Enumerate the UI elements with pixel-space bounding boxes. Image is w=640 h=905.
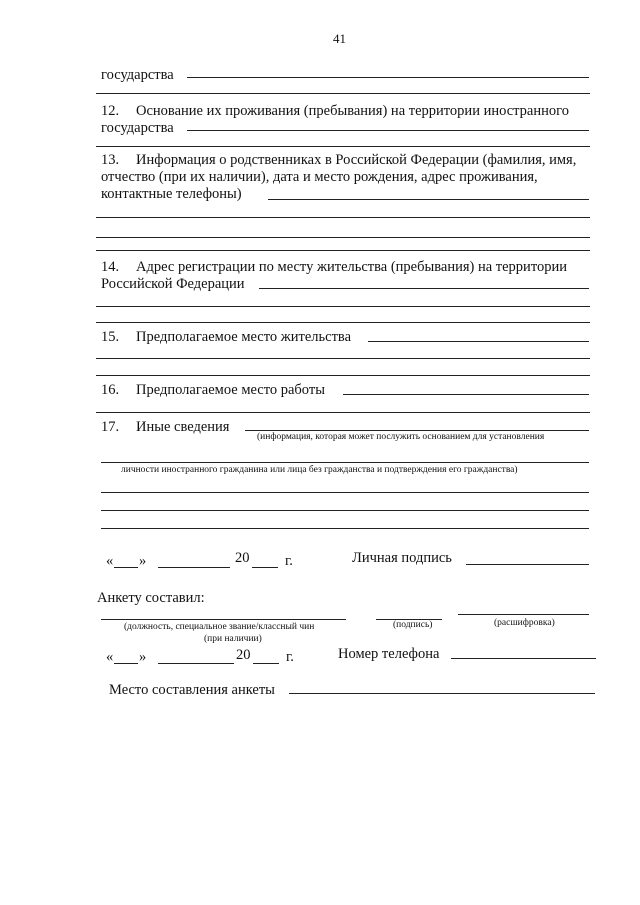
divider-line <box>96 322 590 323</box>
divider-line <box>96 412 590 413</box>
item13-number: 13. <box>101 152 120 168</box>
divider-line <box>96 93 590 94</box>
item15-text: Предполагаемое место жительства <box>136 329 352 345</box>
item17-number: 17. <box>101 419 120 435</box>
caption-decoding: (расшифровка) <box>494 618 555 628</box>
item14-text-line1: Адрес регистрации по месту жительства (пребывания) на территории <box>136 259 567 275</box>
item17-field-line[interactable] <box>101 462 589 463</box>
item15-field-line[interactable] <box>368 341 589 342</box>
item17-text: Иные сведения <box>136 419 230 435</box>
item14-field-line[interactable] <box>259 288 589 289</box>
divider-line <box>96 250 590 251</box>
item15-field-line[interactable] <box>96 358 590 359</box>
item13-text-line1: Информация о родственниках в Российской Федерации (фамилия, имя, <box>136 152 577 168</box>
date1-century: 20 <box>235 550 250 566</box>
item12-field-line[interactable] <box>187 130 589 131</box>
caption-signature: (подпись) <box>393 620 433 630</box>
date1-suffix: г. <box>285 553 293 569</box>
item12-text-line2: государства <box>101 120 174 136</box>
date2-suffix: г. <box>286 649 294 665</box>
date2-close-quote: » <box>139 649 147 665</box>
item14-field-line[interactable] <box>96 306 590 307</box>
date2-year-field[interactable] <box>253 663 279 664</box>
signature-field[interactable] <box>466 564 589 565</box>
place-label: Место составления анкеты <box>109 682 275 698</box>
position-field[interactable] <box>101 619 346 620</box>
date1-close-quote: » <box>139 553 147 569</box>
item12-text-line1: Основание их проживания (пребывания) на территории иностранного <box>136 103 569 119</box>
date2-open-quote: « <box>106 649 114 665</box>
caption-position-line1: (должность, специальное звание/классный чин <box>124 622 315 632</box>
date2-day-field[interactable] <box>114 663 138 664</box>
item14-number: 14. <box>101 259 120 275</box>
divider-line <box>96 375 590 376</box>
item14-text-line2: Российской Федерации <box>101 276 245 292</box>
decoding-field[interactable] <box>458 614 589 615</box>
item16-text: Предполагаемое место работы <box>136 382 325 398</box>
gosudarstva-label: государства <box>101 67 174 83</box>
phone-field[interactable] <box>451 658 596 659</box>
date1-open-quote: « <box>106 553 114 569</box>
phone-label: Номер телефона <box>338 646 440 662</box>
page-number: 41 <box>333 31 346 46</box>
item12-number: 12. <box>101 103 120 119</box>
item17-hint-line1: (информация, которая может послужить основанием для установления <box>257 432 545 442</box>
date1-month-field[interactable] <box>158 567 230 568</box>
item17-field-line[interactable] <box>101 510 589 511</box>
date2-month-field[interactable] <box>158 663 234 664</box>
item13-text-line3: контактные телефоны) <box>101 186 242 202</box>
item15-number: 15. <box>101 329 120 345</box>
date1-day-field[interactable] <box>114 567 138 568</box>
item13-text-line2: отчество (при их наличии), дата и место рождения, адрес проживания, <box>101 169 538 185</box>
item16-field-line[interactable] <box>343 394 589 395</box>
item17-field-line[interactable] <box>101 492 589 493</box>
caption-position-line2: (при наличии) <box>204 634 262 644</box>
compiled-by-label: Анкету составил: <box>97 590 205 606</box>
divider-line <box>96 146 590 147</box>
item13-field-line[interactable] <box>96 237 590 238</box>
item13-field-line[interactable] <box>268 199 589 200</box>
date2-century: 20 <box>236 647 251 663</box>
date1-year-field[interactable] <box>252 567 278 568</box>
signature-label: Личная подпись <box>352 550 452 566</box>
item13-field-line[interactable] <box>96 217 590 218</box>
item17-field-line[interactable] <box>245 430 589 431</box>
item17-field-line[interactable] <box>101 528 589 529</box>
item16-number: 16. <box>101 382 120 398</box>
place-field[interactable] <box>289 693 595 694</box>
gosudarstva-field-line[interactable] <box>187 77 589 78</box>
item17-hint-line2: личности иностранного гражданина или лица без гражданства и подтверждения его гражданства) <box>121 465 518 475</box>
